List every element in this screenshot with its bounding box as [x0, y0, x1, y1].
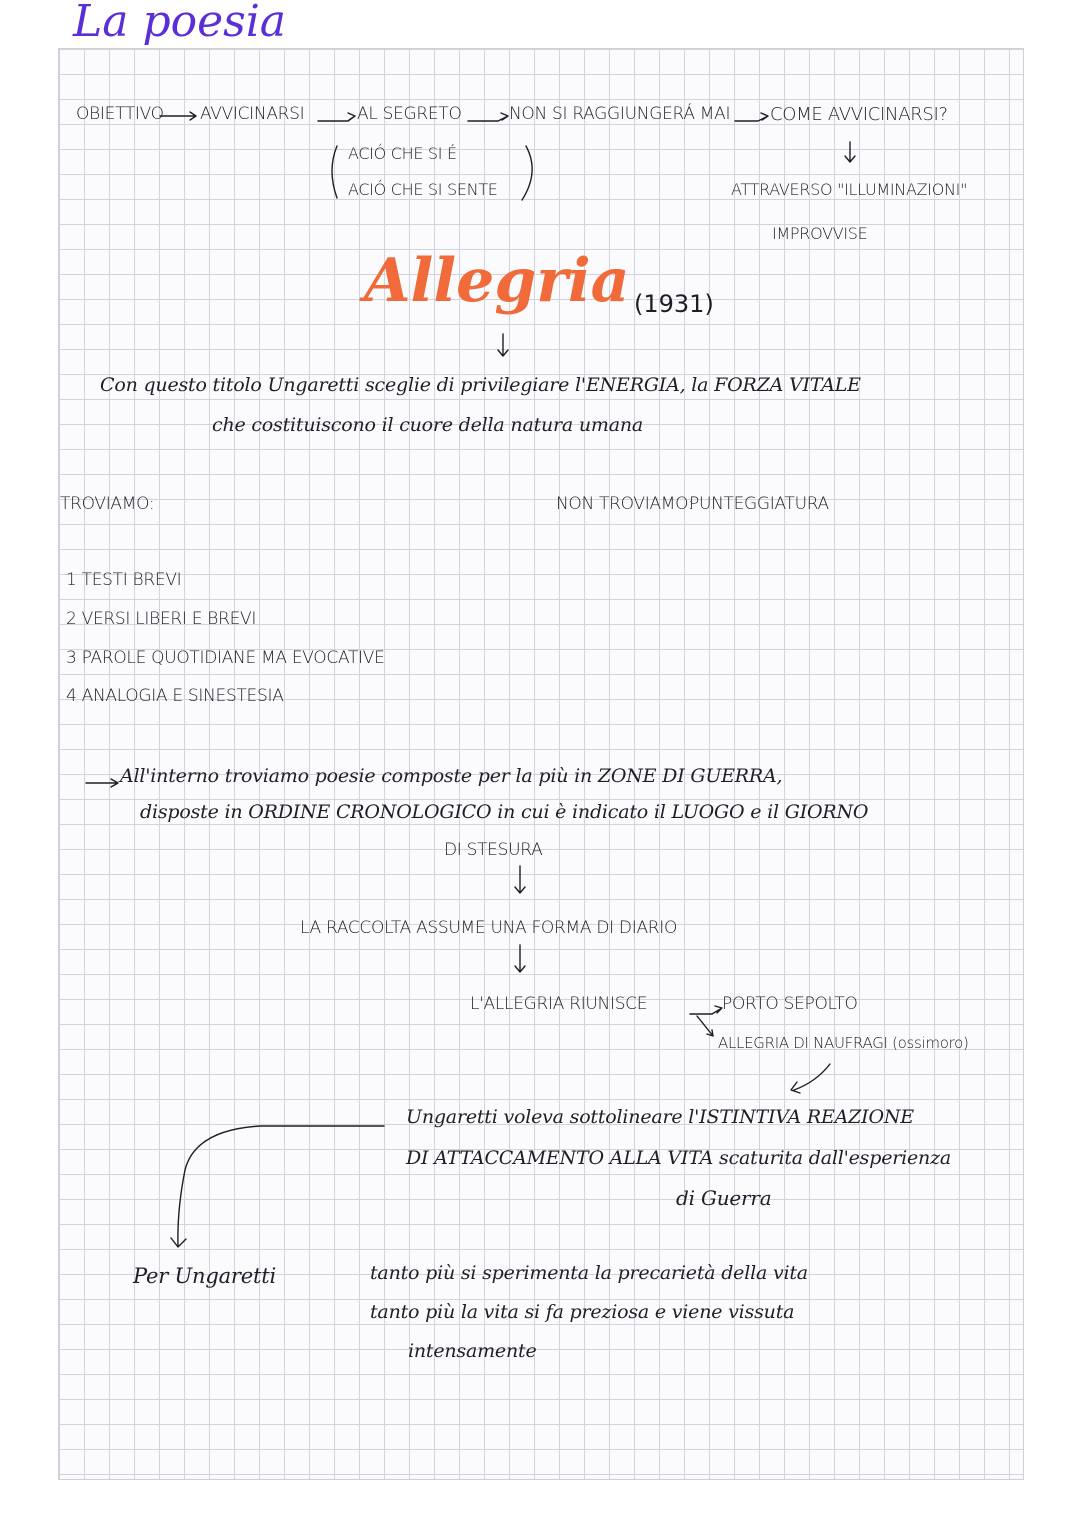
secret-item-2: ACIÓ CHE SI SENTE [348, 180, 498, 199]
reunites-item-1: PORTO SEPOLTO [722, 994, 858, 1014]
underline-line-3: di Guerra [676, 1186, 772, 1210]
intro-line-2: che costituiscono il cuore della natura umana [212, 414, 644, 436]
work-year: (1931) [634, 290, 714, 318]
underline-line-2: DI ATTACCAMENTO ALLA VITA scaturita dall'esperienza [406, 1147, 952, 1169]
answer-line-1: ATTRAVERSO "ILLUMINAZIONI" [731, 180, 968, 199]
objective-target: AL SEGRETO [357, 104, 462, 124]
conclusion-label: Per Ungaretti [133, 1264, 276, 1288]
page-title: La poesia [73, 0, 287, 47]
found-item-4: 4 ANALOGIA E SINESTESIA [66, 686, 284, 706]
found-item-1: 1 TESTI BREVI [66, 570, 182, 590]
inside-line-1: All'interno troviamo poesie composte per la più in ZONE DI GUERRA, [120, 765, 783, 787]
objective-label: OBIETTIVO [76, 104, 164, 124]
found-item-3: 3 PAROLE QUOTIDIANE MA EVOCATIVE [66, 648, 385, 668]
conclusion-line-1: tanto più si sperimenta la precarietà della vita [370, 1262, 808, 1284]
diary-text: LA RACCOLTA ASSUME UNA FORMA DI DIARIO [300, 918, 678, 938]
found-item-2: 2 VERSI LIBERI E BREVI [66, 609, 257, 629]
answer-line-2: IMPROVVISE [772, 224, 868, 243]
work-name: Allegria [364, 246, 630, 316]
reunites-label: L'ALLEGRIA RIUNISCE [470, 994, 648, 1014]
objective-question: COME AVVICINARSI? [770, 104, 948, 125]
secret-item-1: ACIÓ CHE SI É [348, 144, 457, 163]
inside-line-2: disposte in ORDINE CRONOLOGICO in cui è indicato il LUOGO e il GIORNO [140, 801, 869, 823]
objective-result: NON SI RAGGIUNGERÁ MAI [509, 104, 731, 124]
intro-line-1: Con questo titolo Ungaretti sceglie di privilegiare l'ENERGIA, la FORZA VITALE [100, 374, 861, 396]
not-found-value: PUNTEGGIATURA [689, 494, 829, 514]
reunites-item-2: ALLEGRIA DI NAUFRAGI (ossimoro) [718, 1034, 969, 1052]
found-label: TROVIAMO: [60, 494, 155, 514]
not-found-label: NON TROVIAMO: [556, 494, 694, 514]
inside-line-3: DI STESURA [444, 840, 543, 860]
underline-line-1: Ungaretti voleva sottolineare l'ISTINTIVA REAZIONE [406, 1106, 914, 1128]
objective-goal: AVVICINARSI [200, 104, 305, 124]
conclusion-line-3: intensamente [408, 1340, 537, 1362]
conclusion-line-2: tanto più la vita si fa preziosa e viene vissuta [370, 1301, 795, 1323]
